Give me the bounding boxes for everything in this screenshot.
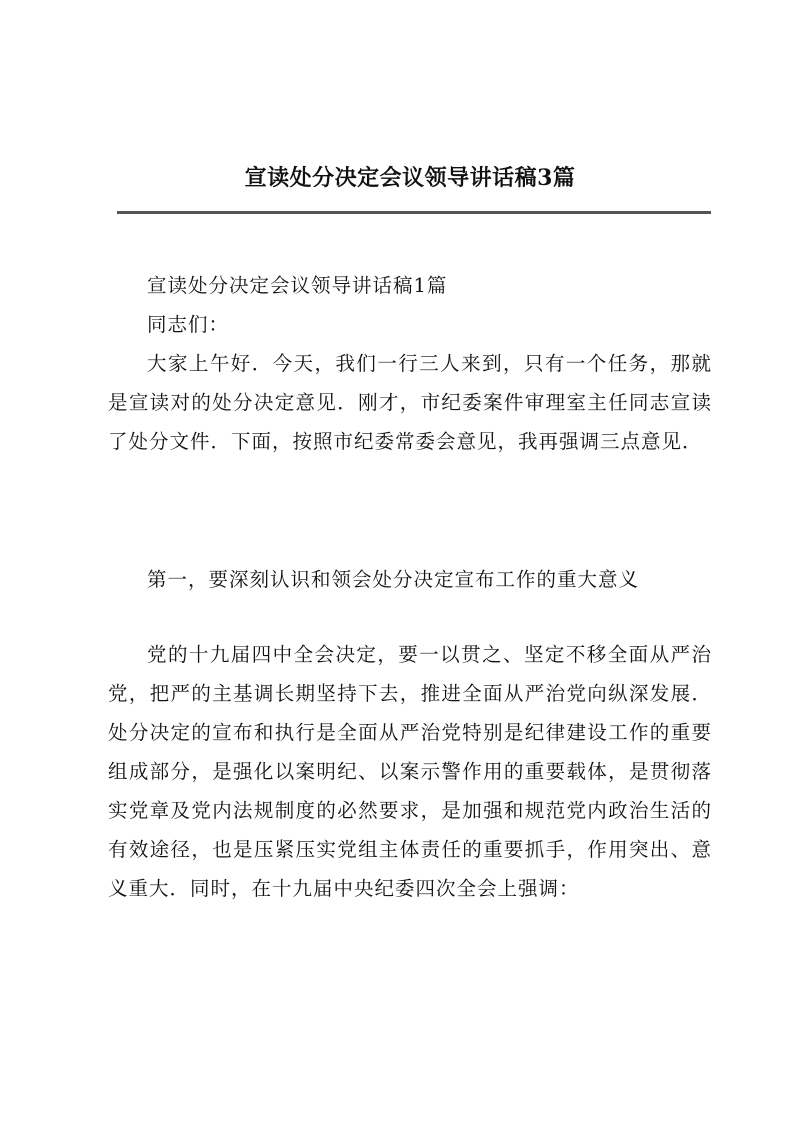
section-heading-block xyxy=(108,560,712,599)
body-block xyxy=(108,635,712,908)
body-paragraph: 党的十九届四中全会决定，要一以贯之、坚定不移全面从严治党，把严的主基调长期坚持下去，推进全面从严治党向纵深发展．处分决定的宣布和执行是全面从严治党特别是纪律建设工作的重要组成部分，是强化以案明纪、以案示警作用的重要载体，是贯彻落实党章及党内法规制度的必然要求，是加强和规范党内政治生活的有效途径，也是压紧压实党组主体责任的重要抓手，作用突出、意义重大．同时，在十九届中央纪委四次全会上强调： xyxy=(108,643,712,900)
intro-block xyxy=(108,266,712,461)
section-heading-first: 第一，要深刻认识和领会处分决定宣布工作的重大意义 xyxy=(147,568,640,591)
salutation: 同志们： xyxy=(147,313,230,336)
title-divider xyxy=(117,211,711,214)
speech-subtitle: 宣读处分决定会议领导讲话稿1篇 xyxy=(147,274,448,297)
document-title: 宣读处分决定会议领导讲话稿3篇 xyxy=(244,165,576,191)
opening-paragraph: 大家上午好．今天，我们一行三人来到，只有一个任务，那就是宣读对的处分决定意见．刚才，市纪委案件审理室主任同志宣读了处分文件．下面，按照市纪委常委会意见，我再强调三点意见． xyxy=(108,352,712,453)
